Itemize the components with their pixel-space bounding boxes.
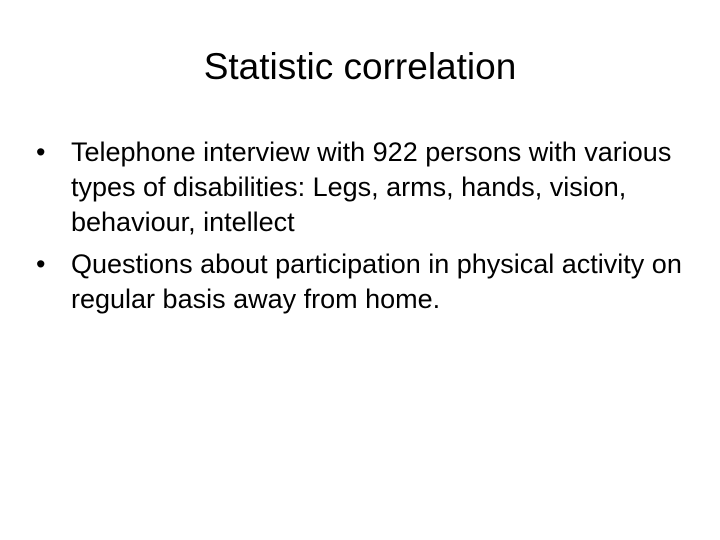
bullet-marker: • [36, 137, 46, 167]
slide-title: Statistic correlation [203, 46, 517, 87]
bullet-marker: • [36, 249, 46, 279]
bullet-item-interview [36, 135, 696, 240]
bullet-item-questions [36, 247, 696, 317]
bullet-list [36, 135, 696, 324]
bullet-text: Questions about participation in physical activity on regular basis away from home. [71, 249, 682, 314]
bullet-text: Telephone interview with 922 persons with various types of disabilities: Legs, arms, hands, vision, behaviour, intellect [71, 137, 672, 237]
